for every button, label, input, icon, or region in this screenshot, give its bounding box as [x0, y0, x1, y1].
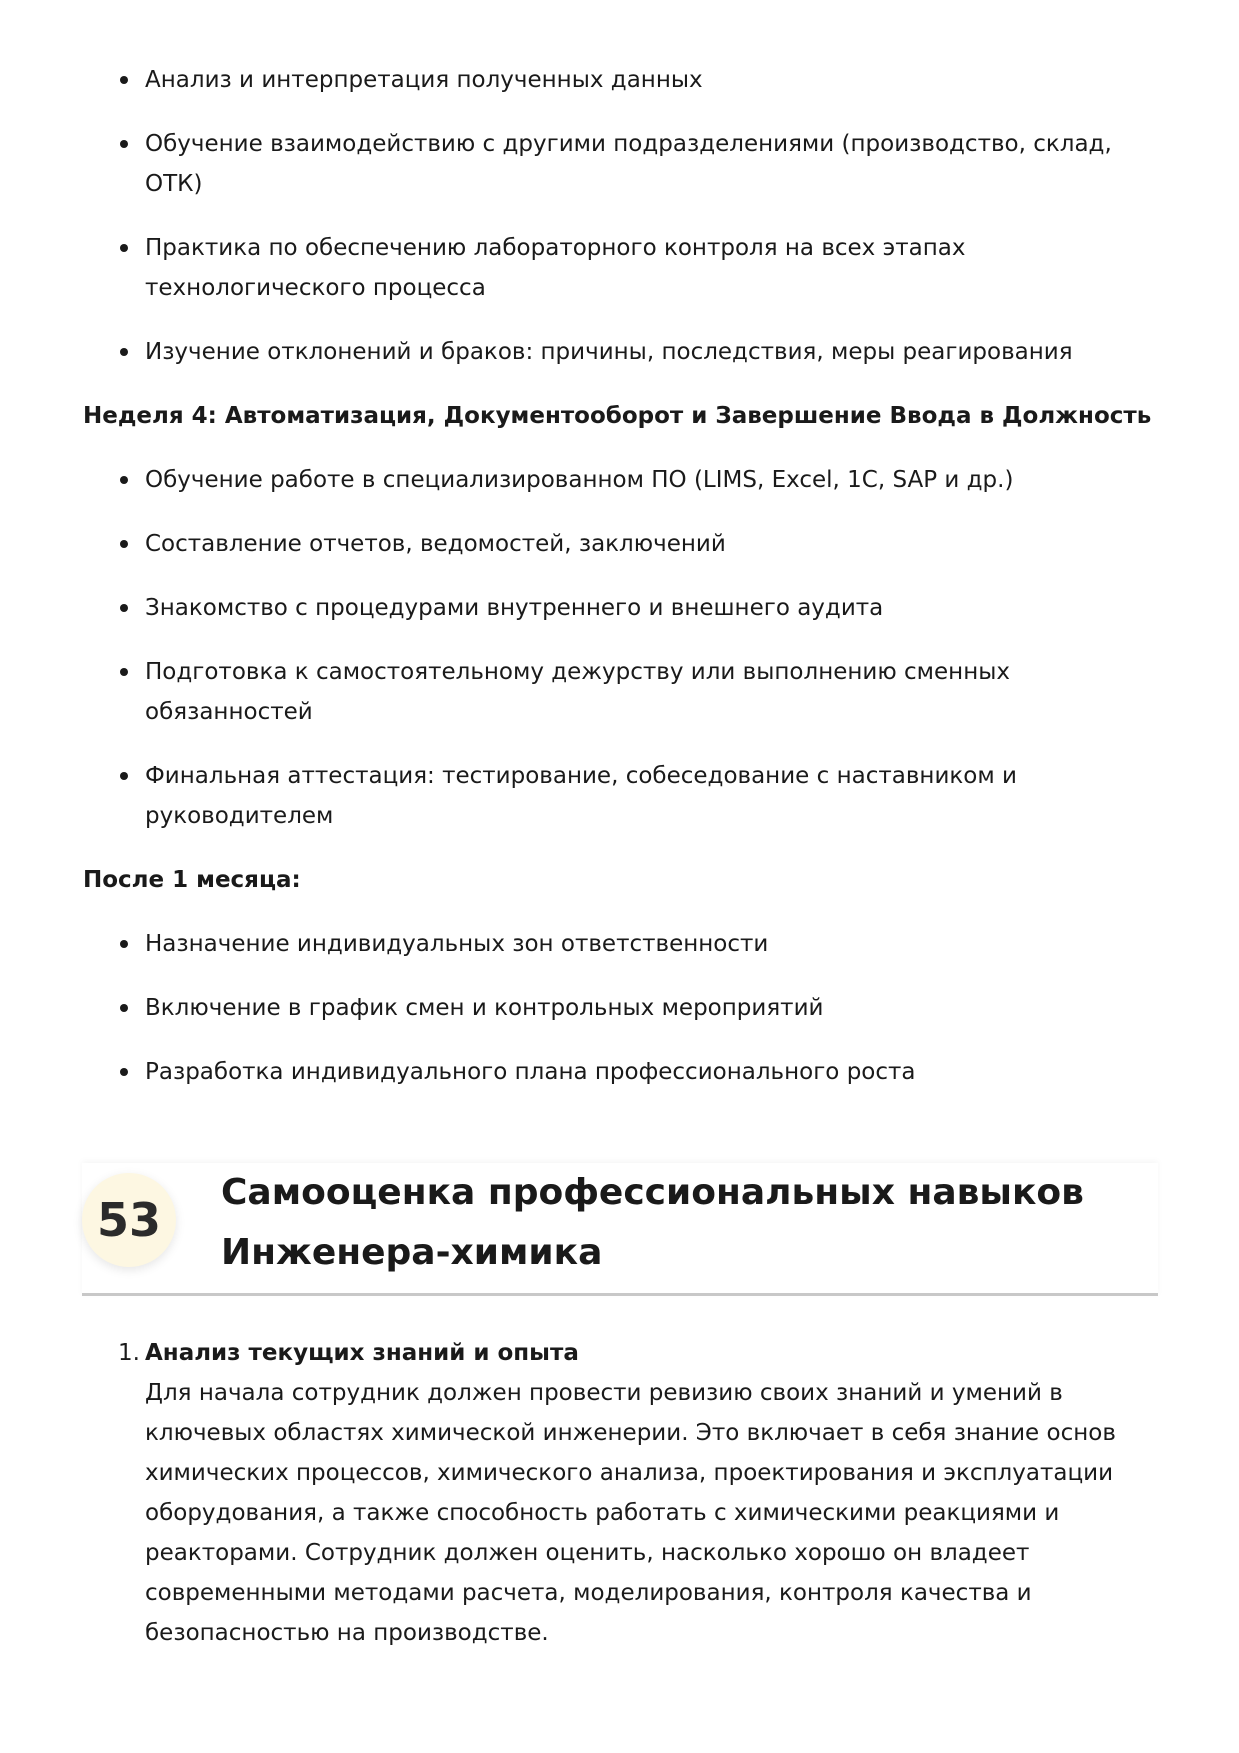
- list-item: Изучение отклонений и браков: причины, последствия, меры реагирования: [83, 332, 1163, 372]
- bullet-icon: [120, 668, 128, 676]
- bullet-icon: [120, 540, 128, 548]
- chapter-number-badge: 53: [82, 1173, 176, 1267]
- chapter-title-line-2: Инженера-химика: [221, 1232, 603, 1273]
- bullet-icon: [120, 476, 128, 484]
- bullet-icon: [120, 244, 128, 252]
- bullet-icon: [120, 1004, 128, 1012]
- onboarding-plan-section: [83, 60, 1163, 1116]
- bullet-icon: [120, 772, 128, 780]
- item-body: Для начала сотрудник должен провести ревизию своих знаний и умений в ключевых областях химической инженерии. Это включает в себя знание основ химических процессов, химического анализа, проектирования и эксплуатации оборудования, а также способность работать с химическими реакциями и реакторами. Сотрудник должен оценить, насколько хорошо он владеет современными методами расчета, моделирования, контроля качества и безопасностью на производстве.: [145, 1380, 1116, 1646]
- list-item: Знакомство с процедурами внутреннего и внешнего аудита: [83, 588, 1163, 628]
- bullet-icon: [120, 140, 128, 148]
- list-item: Анализ и интерпретация полученных данных: [83, 60, 1163, 100]
- list-item: Назначение индивидуальных зон ответственности: [83, 924, 1163, 964]
- list-item: Практика по обеспечению лабораторного контроля на всех этапах технологического процесса: [83, 228, 1163, 308]
- list-item: Обучение взаимодействию с другими подразделениями (производство, склад, ОТК): [83, 124, 1163, 204]
- list-item: [83, 1333, 1143, 1653]
- bullet-icon: [120, 940, 128, 948]
- bullet-icon: [120, 348, 128, 356]
- week3-list: [83, 60, 1163, 372]
- chapter-header: [82, 1163, 1158, 1296]
- bullet-icon: [120, 1068, 128, 1076]
- list-item: Обучение работе в специализированном ПО (LIMS, Excel, 1С, SAP и др.): [83, 460, 1163, 500]
- bullet-icon: [120, 604, 128, 612]
- item-number: 1.: [118, 1340, 140, 1366]
- after-month-list: [83, 924, 1163, 1092]
- list-item: Подготовка к самостоятельному дежурству или выполнению сменных обязанностей: [83, 652, 1163, 732]
- week4-list: [83, 460, 1163, 836]
- list-item: Составление отчетов, ведомостей, заключений: [83, 524, 1163, 564]
- chapter-title: [221, 1163, 1121, 1283]
- list-item: Включение в график смен и контрольных мероприятий: [83, 988, 1163, 1028]
- self-assessment-list: [83, 1333, 1143, 1653]
- item-title: Анализ текущих знаний и опыта: [145, 1340, 579, 1366]
- chapter-title-line-1: Самооценка профессиональных навыков: [221, 1172, 1084, 1213]
- list-item: Разработка индивидуального плана профессионального роста: [83, 1052, 1163, 1092]
- week4-heading: Неделя 4: Автоматизация, Документооборот и Завершение Ввода в Должность: [83, 403, 1152, 429]
- after-month-heading: После 1 месяца:: [83, 867, 301, 893]
- bullet-icon: [120, 76, 128, 84]
- list-item: Финальная аттестация: тестирование, собеседование с наставником и руководителем: [83, 756, 1163, 836]
